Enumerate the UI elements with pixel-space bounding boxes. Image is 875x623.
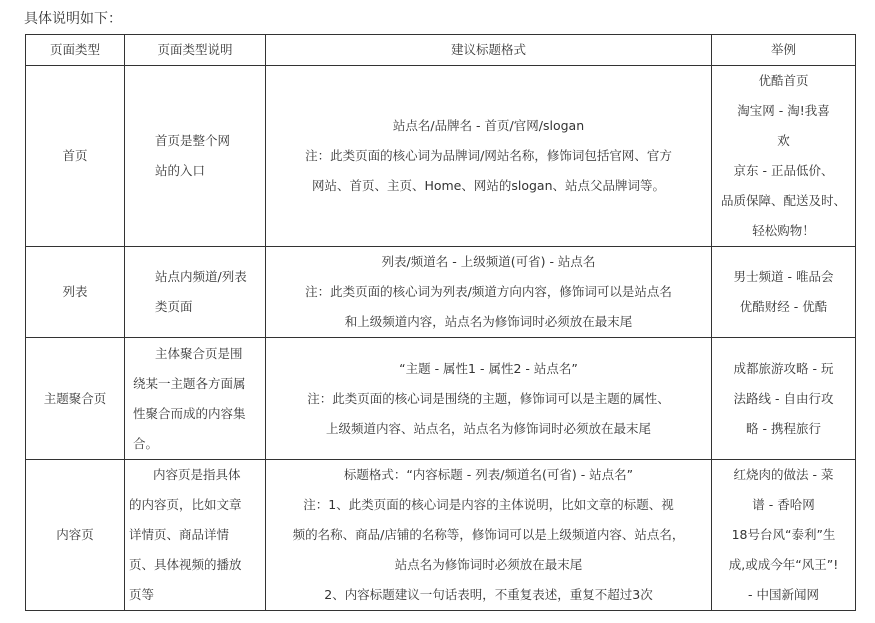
example-line: 品质保障、配送及时、 (720, 193, 846, 208)
example-line: 轻松购物！ (752, 223, 815, 238)
format-line: 和上级频道内容，站点名为修饰词时必须放在最末尾 (344, 314, 633, 329)
format-line: 站点名/品牌名 - 首页/官网/slogan (392, 118, 585, 133)
examples (712, 247, 856, 338)
intro-text: 具体说明如下： (24, 11, 122, 27)
desc-line: 页等 (129, 587, 155, 602)
table-row-content (26, 460, 856, 611)
example-line: 红烧肉的做法 - 菜 (733, 467, 834, 482)
page-type-desc (125, 338, 266, 460)
format-line: 注：1、此类页面的核心词是内容的主体说明，比如文章的标题、视 (303, 497, 674, 512)
examples (712, 66, 856, 247)
format-line: 标题格式：“内容标题 - 列表/频道名(可省) - 站点名” (343, 467, 634, 482)
table-row-topic-aggregation (26, 338, 856, 460)
table-row-homepage (26, 66, 856, 247)
header-page-type: 页面类型 (26, 35, 125, 66)
page-type: 列表 (26, 247, 125, 338)
example-line: 优酷财经 - 优酷 (739, 299, 828, 314)
desc-line: 类页面 (155, 299, 193, 314)
table-header-row (26, 35, 856, 66)
example-line: 18号台风“泰利”生 (731, 527, 836, 542)
examples (712, 338, 856, 460)
example-line: 略 - 携程旅行 (746, 420, 821, 436)
example-line: 成都旅游攻略 - 玩 (733, 360, 834, 376)
format-line: 注：此类页面的核心词为品牌词/网站名称，修饰词包括官网、官方 (305, 148, 672, 163)
format-line: 网站、首页、主页、Home、网站的slogan、站点父品牌词等。 (311, 178, 666, 193)
desc-line: 合。 (133, 435, 159, 451)
title-format (266, 66, 712, 247)
format-line: 注：此类页面的核心词是围绕的主题，修饰词可以是主题的属性、 (307, 390, 670, 406)
example-line: 男士频道 - 唯品会 (733, 269, 834, 284)
desc-line: 首页是整个网 (155, 133, 231, 148)
example-line: 成,或成今年“风王”! (728, 557, 839, 572)
page-type-desc (125, 66, 266, 247)
example-line: - 中国新闻网 (748, 587, 819, 602)
example-line: 谱 - 香哈网 (752, 497, 815, 512)
format-line: 列表/频道名 - 上级频道(可省) - 站点名 (381, 254, 596, 269)
example-line: 京东 - 正品低价、 (733, 163, 834, 178)
desc-line: 性聚合而成的内容集 (133, 405, 246, 421)
desc-line: 站的入口 (155, 163, 206, 178)
header-title-format: 建议标题格式 (266, 35, 712, 66)
title-format (266, 460, 712, 611)
example-line: 淘宝网 - 淘!我喜 (737, 103, 830, 118)
page-type: 主题聚合页 (26, 338, 125, 460)
desc-line: 详情页、商品详情 (129, 527, 230, 542)
desc-line: 站点内频道/列表 (155, 269, 247, 284)
examples (712, 460, 856, 611)
example-line: 优酷首页 (758, 73, 809, 88)
page-type-desc (125, 247, 266, 338)
example-line: 欢 (777, 133, 790, 148)
format-line: 2、内容标题建议一句话表明，不重复表述，重复不超过3次 (324, 587, 653, 602)
desc-line: 的内容页，比如文章 (129, 497, 242, 512)
format-line: 注：此类页面的核心词为列表/频道方向内容，修饰词可以是站点名 (305, 284, 672, 299)
page-type-desc (125, 460, 266, 611)
title-format (266, 247, 712, 338)
title-format (266, 338, 712, 460)
page-type: 首页 (26, 66, 125, 247)
title-format-table (25, 34, 856, 611)
format-line: 上级频道内容、站点名，站点名为修饰词时必须放在最末尾 (325, 420, 651, 436)
format-line: 站点名为修饰词时必须放在最末尾 (394, 557, 583, 572)
header-page-type-desc: 页面类型说明 (125, 35, 266, 66)
format-line: “主题 - 属性1 - 属性2 - 站点名” (399, 360, 578, 376)
example-line: 法路线 - 自由行攻 (733, 390, 834, 406)
desc-line: 主体聚合页是围 (155, 345, 243, 361)
table-row-list (26, 247, 856, 338)
page-type: 内容页 (26, 460, 125, 611)
desc-line: 绕某一主题各方面属 (133, 375, 246, 391)
desc-line: 内容页是指具体 (153, 467, 241, 482)
header-examples: 举例 (712, 35, 856, 66)
desc-line: 页、具体视频的播放 (129, 557, 242, 572)
format-line: 频的名称、商品/店铺的名称等，修饰词可以是上级频道内容、站点名， (292, 527, 685, 542)
